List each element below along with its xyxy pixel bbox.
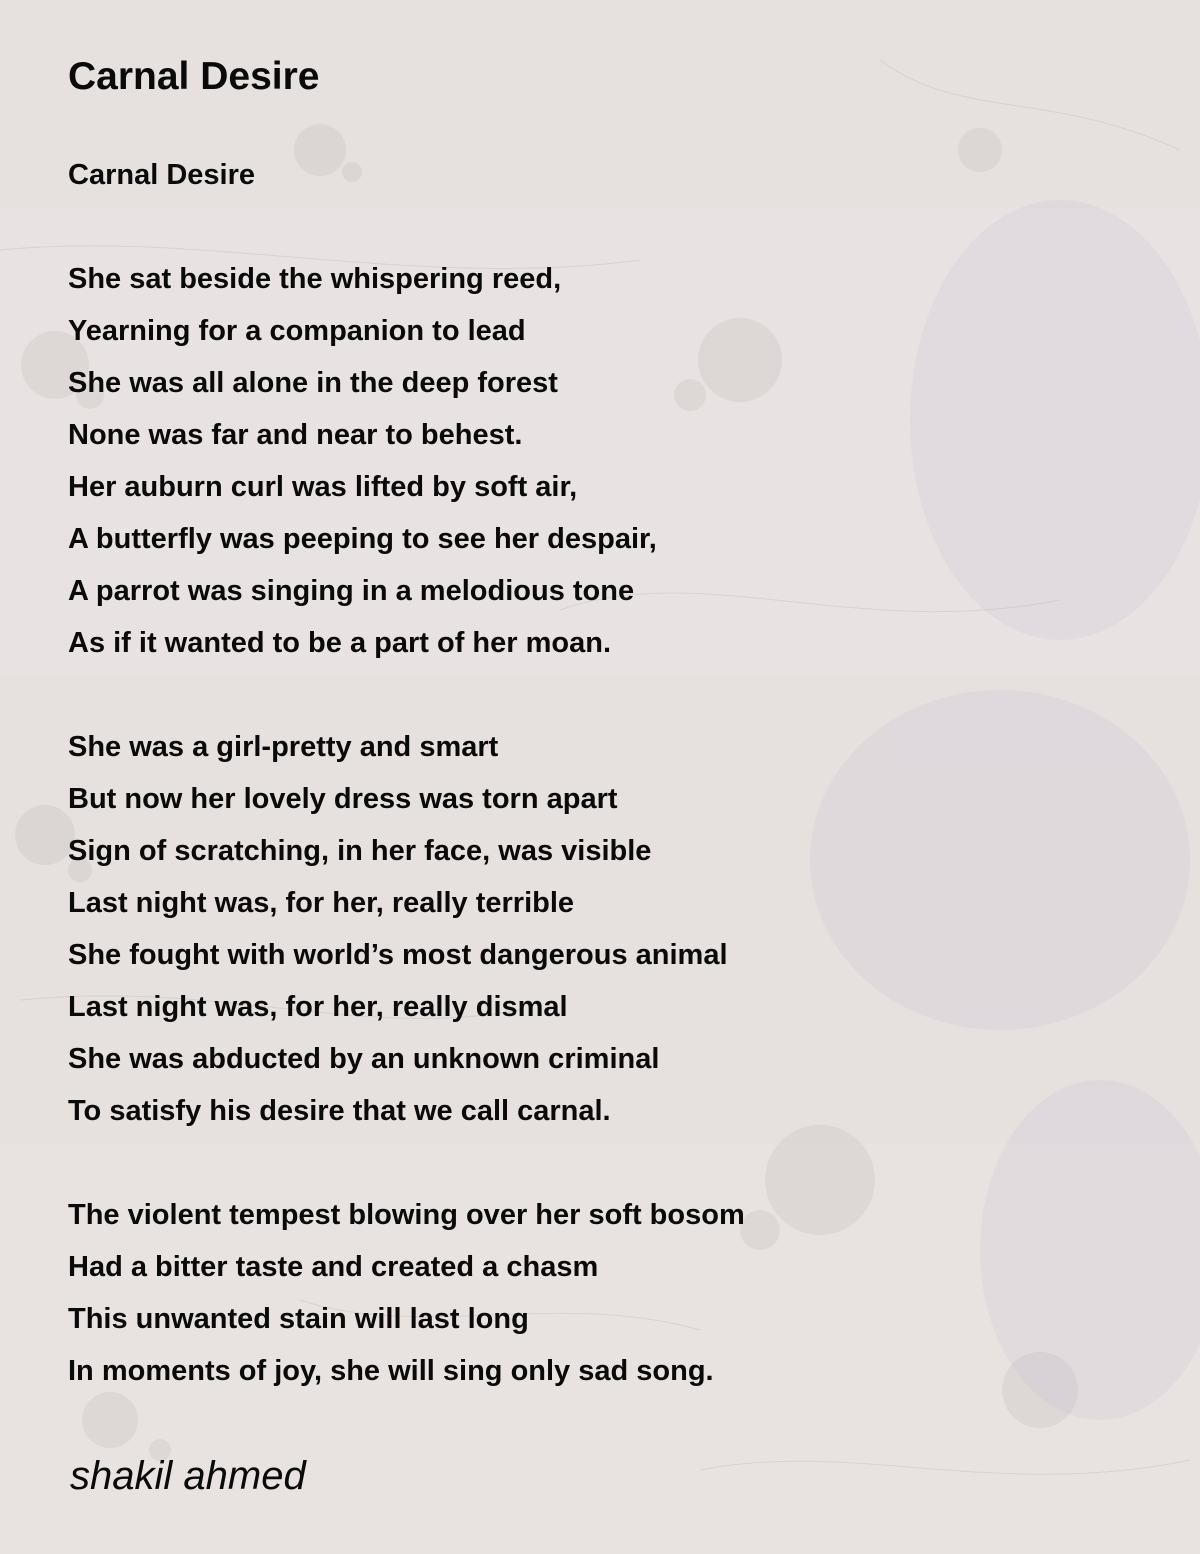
poem-line: A parrot was singing in a melodious tone — [68, 575, 635, 607]
poem-line: In moments of joy, she will sing only sad song. — [68, 1355, 714, 1387]
stanza-1 — [68, 253, 657, 669]
poem-line: Had a bitter taste and created a chasm — [68, 1251, 599, 1283]
poem-line: None was far and near to behest. — [68, 419, 523, 451]
poem-line: A butterfly was peeping to see her despair, — [68, 523, 657, 555]
poem-subtitle: Carnal Desire — [68, 159, 255, 191]
stanza-2 — [68, 721, 728, 1137]
poem-line: Her auburn curl was lifted by soft air, — [68, 471, 578, 503]
poem-line: As if it wanted to be a part of her moan. — [68, 627, 611, 659]
poem-line: The violent tempest blowing over her soft bosom — [68, 1199, 745, 1231]
poem-line: She was abducted by an unknown criminal — [68, 1043, 660, 1075]
poem-line: She fought with world’s most dangerous animal — [68, 939, 728, 971]
poem-title: Carnal Desire — [68, 55, 320, 98]
poem-line: This unwanted stain will last long — [68, 1303, 529, 1335]
poem-line: She sat beside the whispering reed, — [68, 263, 562, 295]
stanza-3 — [68, 1189, 745, 1397]
poem-line: She was a girl-pretty and smart — [68, 731, 499, 763]
poem-author: shakil ahmed — [70, 1454, 306, 1498]
poem-line: She was all alone in the deep forest — [68, 367, 558, 399]
poem-line: Last night was, for her, really terrible — [68, 887, 575, 919]
poem-line: Yearning for a companion to lead — [68, 315, 526, 347]
poem-line: To satisfy his desire that we call carnal. — [68, 1095, 611, 1127]
poem-line: Last night was, for her, really dismal — [68, 991, 568, 1023]
poem-line: Sign of scratching, in her face, was visible — [68, 835, 652, 867]
poem-line: But now her lovely dress was torn apart — [68, 783, 618, 815]
